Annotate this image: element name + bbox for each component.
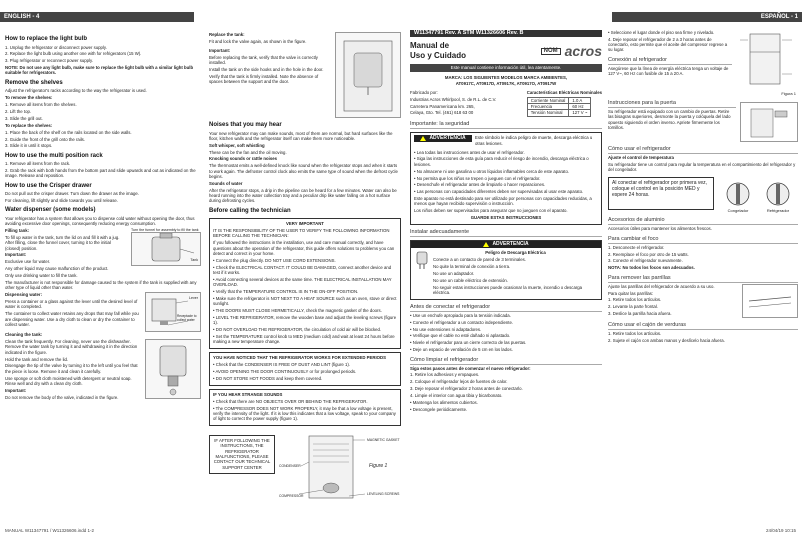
shelves-intro: Adjust the refrigerator's racks according to the way the refrigerator is used.	[5, 88, 147, 94]
shelves-text: 1. Retire todos los artículos.	[608, 297, 662, 303]
install-warning-line: No use un cable eléctrico de extensión.	[433, 277, 509, 283]
condenser-label: CONDENSER	[279, 464, 301, 469]
warning-badge	[411, 241, 601, 248]
table-cell: 1.0 A	[569, 97, 591, 103]
cord-text: • Conecte el refrigerador a un contacto independiente.	[410, 319, 514, 325]
install-warning-box	[410, 240, 602, 300]
heading-shelves: Para remover las parrillas	[608, 275, 798, 283]
safety-text: • Lea todas las instrucciones antes de usar el refrigerador.	[414, 149, 525, 155]
clean-text: • Mantenga los alimentos cubiertos.	[410, 399, 478, 405]
remove-title: To remove the shelves:	[5, 95, 53, 101]
doors-text: Su refrigerador está equipado con un cambio de puertas. Retire las bisagras superiores, desmonte la puerta y colóquela del lado opuesto siguiendo el orden inverso. Apriete firmemente los tornillos.	[608, 109, 731, 130]
warning-side-text: Este símbolo le indica peligro de muerte, descarga eléctrica u otras lesiones.	[475, 135, 593, 146]
multi-step: 1. Remove all items from the rack.	[5, 161, 71, 167]
bulb-step: 3. Plug refrigerator or reconnect power supply.	[5, 58, 94, 64]
clearance-figure	[736, 30, 798, 96]
box-item: • Verify that the TEMPERATURE CONTROL IS IN THE ON-OFF POSITION.	[213, 288, 359, 294]
table-cell: 127 V ~	[569, 110, 591, 116]
water-intro: Your refrigerator has a system that allows you to dispense cold water without opening the door, thus avoiding excessive door openings, consequently reducing energy consumption.	[5, 215, 195, 227]
install-warning-line: No quite la terminal de conexión a tierra.	[433, 263, 511, 269]
temp-title: Ajuste el control de temperatura	[608, 155, 674, 160]
table-cell: Tensión Nominal	[527, 110, 569, 116]
box-item: • Connect the plug directly. DO NOT USE CORD EXTENSIONS.	[213, 257, 336, 263]
heading-cord: Antes de conectar el refrigerador	[410, 304, 602, 312]
heading-safety: Importante: la seguridad	[410, 121, 602, 129]
bulb-step: 2. Replace the light bulb using another one with for refrigerators (15 W).	[5, 51, 142, 57]
crisper-text: For cleaning, lift slightly and slide towards you until release.	[5, 198, 118, 204]
warning-icon	[483, 242, 489, 247]
strange-sounds-box	[209, 389, 401, 426]
info-banner: Este manual contiene información útil, lea atentamente.	[410, 64, 602, 71]
heading-multi-rack: How to use the multi position rack	[5, 152, 103, 159]
box-item: • Check that the CONDENSER IS FREE OF DUST AND LINT (figure 1).	[213, 362, 350, 368]
door-hinge-drawing	[741, 103, 797, 141]
container-text: The container to collect water retains any drops that may fall while you are dispensing water. Use a dry cloth to clean or dry the container to collect water.	[5, 311, 139, 327]
bulb-step: 1. Desconecte el refrigerador.	[608, 244, 665, 250]
clean-text: 2. Coloque el refrigerador lejos de fuentes de calor.	[410, 379, 508, 385]
door-figure	[740, 102, 798, 142]
heading-bulb: Para cambiar el foco	[608, 236, 798, 244]
valve-figure	[145, 339, 201, 399]
shelf-drawing	[743, 285, 797, 317]
guarde-instructions: GUARDE ESTAS INSTRUCCIONES	[470, 215, 542, 221]
replace-step: 2. Guide the front of the grill onto the rails.	[5, 136, 86, 142]
brand-name: acros	[564, 42, 602, 59]
extended-periods-box	[209, 352, 401, 386]
fabricado-line: Celaya, Gto. Tel. (461) 618 63 00	[410, 110, 474, 116]
fabricado-line: Industrias Acros Whirlpool, S. de R.L. de C.V.	[410, 96, 497, 102]
heading-light-bulb: How to replace the light bulb	[5, 36, 88, 42]
important-text: Exclusive use for water.	[5, 259, 51, 265]
box-item: • Check that there are NO OBJECTS OVER OR BEHIND THE REFRIGERATOR.	[213, 398, 368, 404]
column-spanish-2	[608, 30, 798, 527]
box-item: • THE DOORS MUST CLOSE HERMETICALLY, check the magnetic gasket of the doors.	[213, 308, 382, 314]
box-item: • LEVEL THE REFRIGERATOR, remove the wooden base and adjust the leveling screws (figure 1).	[213, 314, 397, 326]
knob-label: Refrigerador	[766, 208, 790, 214]
heading-water-dispenser: Water dispenser (some models)	[5, 207, 96, 214]
important-text: Any other liquid may cause malfunction of the product.	[5, 266, 109, 272]
cord-text: • Nivele el refrigerador para un cierre correcto de las puertas.	[410, 340, 527, 346]
lever-label: Lever	[189, 296, 198, 301]
water-sounds-title: Sounds of water	[209, 180, 243, 186]
accessories-text: Accesorios útiles para mantener los alimentos frescos.	[608, 226, 712, 232]
temp-note-box	[608, 177, 714, 210]
magnetic-gasket-label: MAGNETIC GASKET	[367, 438, 400, 443]
temp-text: Su refrigerador tiene un control para regular la temperatura en el compartimiento del refrigerador y del congelador.	[608, 161, 796, 173]
important-text: Before replacing the tank, verify that the valve is correctly installed.	[209, 55, 318, 66]
manual-title-line: Manual de	[410, 41, 450, 51]
clean-text: Siga estos pasos antes de comenzar el nuevo refrigerador:	[410, 365, 531, 371]
important-text-2: Do not remove the body of the valve, indicated in the figure.	[5, 394, 119, 400]
water-sounds-text: After the refrigerator stops, a drip in the pipeline can be heard for a few minutes. Water can also be heard running into the water collection tray and a peculiar drip like water falling on a hot surface during defrosting cycles.	[209, 187, 397, 204]
cleaning-text: Clean the tank frequently. For cleaning, never use the dishwasher. Remove the water tank by turning it and withdrawing it in the direction indicated in the figure.	[5, 339, 138, 355]
electrical-table	[527, 97, 592, 117]
part-number-bar	[410, 30, 602, 37]
box-line: IT IS THE RESPONSIBILITY OF THE USER TO VERIFY THE FOLLOWING INFORMATION BEFORE CALLING THE TECHNICIAN:	[213, 228, 390, 239]
tank-label: Tank	[190, 258, 198, 263]
footer-left: MANUAL W11347791 / W11326606.indd 1-2	[5, 528, 94, 533]
models-line: MARCA: LOS SIGUIENTES MODELOS MARCA AMBIENTES,	[444, 74, 568, 80]
dispensing-text: Press a container or a glass against the lever until the desired level of water is completed.	[5, 299, 138, 310]
cleaning-title: Cleaning the tank:	[5, 332, 43, 338]
heading-clean: Cómo limpiar el refrigerador	[410, 357, 602, 365]
column-spanish-1	[410, 30, 602, 527]
water-tank-figure	[131, 232, 201, 266]
box-title: YOU HAVE NOTICED THAT THE REFRIGERATOR WORKS FOR EXTENDED PERIODS	[213, 355, 386, 361]
box-item: • Avoid connecting several devices at the same time. THE ELECTRICAL INSTALLATION MAY OVERLOAD.	[213, 276, 392, 288]
box-line: If you followed the instructions in the installation, use and care manual correctly, and have questions about the operation of the refrigerator, this guide offers solutions to problems you can detect and correct in your home.	[213, 240, 395, 256]
after-following-box	[209, 435, 275, 474]
cont-text: 4. Deje reposar el refrigerador de 2 a 3 horas antes de conectarlo, esto permite que el aceite del compresor regrese a su lugar.	[608, 36, 728, 53]
heading-temp: Cómo usar el refrigerador	[608, 146, 798, 154]
receptacle-label: Receptacle to collect water	[177, 314, 197, 322]
table-cell: 60 Hz	[569, 103, 591, 109]
table-cell: Frecuencia	[527, 103, 569, 109]
column-english-1	[5, 32, 201, 527]
shelves-text: Ajuste las parrillas del refrigerador de acuerdo a su uso.	[608, 283, 715, 289]
safety-text: • Desenchufe el refrigerador antes de limpiarlo o hacer reparaciones.	[414, 182, 546, 188]
heading-crisper: How to use the Crisper drawer	[5, 182, 92, 189]
clean-text: 4. Limpie el interior con agua tibia y bicarbonato.	[410, 393, 503, 399]
box-item: • AVOID OPENING THE DOOR CONTINUOUSLY or for prolonged periods.	[213, 368, 357, 374]
clean-text: 1. Retire los adhesivos y empaques.	[410, 372, 480, 378]
cord-text: • No use extensiones ni adaptadores.	[410, 326, 482, 332]
cord-text: • Verifique que el cable no esté dañado ni aplastado.	[410, 333, 511, 339]
table-row	[527, 97, 591, 103]
manufacturer-text: The manufacturer is not responsible for damage caused to the system if the tank is supplied with any other type of liquid other than water.	[5, 279, 197, 291]
install-warning-line: No seguir estas instrucciones puede ocasionar la muerte, incendio o descarga eléctrica.	[433, 284, 583, 295]
freezer-knob-icon	[724, 180, 752, 208]
very-important-title: VERY IMPORTANT	[286, 221, 324, 227]
important-label-2: Important:	[5, 387, 27, 393]
replace-tank-title: Replace the tank:	[209, 32, 245, 37]
manual-title-line: Uso y Cuidado	[410, 51, 467, 61]
box-item: • The COMPRESSOR DOES NOT WORK PROPERLY, it may be that a low voltage is present, verify the intensity of the light. If it is low this indicates that a low voltage, speak to your company of light to correct the power supply (figure 1).	[213, 405, 396, 422]
temp-note: Al conectar el refrigerador por primera vez, coloque el control en la posición MED y espere 24 horas.	[612, 180, 708, 199]
crisper-text: 2. Sujete el cajón con ambas manos y deslícelo hacia afuera.	[608, 337, 725, 343]
noises-intro: Your new refrigerator may can make sounds, most of them are normal, but hard surfaces like the floor, kitchen walls and the refrigerator itself can make them more noticeable.	[209, 130, 393, 141]
column-english-2	[209, 32, 401, 527]
cord-text: • Use un enchufe apropiado para la tensión indicada.	[410, 312, 511, 318]
install-warning-line: Peligro de Descarga Eléctrica	[485, 250, 546, 256]
box-item: • DO NOT STORE HOT FOODS and keep them covered.	[213, 375, 323, 381]
box-title: IF YOU HEAR STRANGE SOUNDS	[213, 391, 283, 397]
dispensing-title: Dispensing water:	[5, 292, 43, 298]
fig-funnel-label: Turn the funnel for assembly to fill the tank	[131, 228, 199, 233]
tank-door-figure	[335, 32, 401, 118]
valve-drawing	[146, 340, 200, 398]
clean-text: • Descongele periódicamente.	[410, 406, 468, 412]
cleaning-text: Use sponge or soft cloth moistened with detergent or neutral soap. Rinse well and dry with a clean dry cloth.	[5, 375, 132, 386]
title-block	[410, 41, 602, 61]
safety-text: Este aparato no está destinado para ser utilizado por personas con capacidades reducidas, a menos que hayan recibido supervisión o instrucción.	[414, 196, 592, 207]
figure-1	[279, 432, 401, 504]
lever-figure	[145, 292, 201, 332]
plug-icon	[414, 250, 430, 270]
warning-badge	[414, 135, 472, 142]
table-row	[527, 110, 591, 116]
filling-title: Filling tank:	[5, 228, 30, 234]
soft-text: These can be the fan and the oil moving.	[209, 149, 287, 155]
box-item: • Make sure the refrigerator is NOT NEXT TO A HEAT SOURCE such as an oven, stove or direct sunlight.	[213, 295, 397, 307]
heading-crisper: Cómo usar el cajón de verduras	[608, 322, 798, 330]
table-cell: Corriente Nominal	[527, 97, 569, 103]
temp-knobs	[718, 174, 798, 213]
important-label: Important:	[209, 48, 231, 54]
box-item: • Set the TEMPERATURE control knob to MED (medium cold) and wait at least 24 hours before making a new temperature change.	[213, 334, 395, 345]
knock-text: The thermostat emits a well-defined knock like sound when the refrigerator stops and when it starts to work again. The defroster control clock also emits the same type of sound when the defrost cycle begins.	[209, 163, 398, 179]
heading-noises: Noises that you may hear	[209, 122, 282, 128]
connect-text: Asegúrese que la línea de energía eléctrica tenga un voltaje de 127 V~, 60 Hz con fusible de 15 a 20 A.	[608, 65, 729, 77]
safety-text: • No almacene ni use gasolina u otros líquidos inflamables cerca de este aparato.	[414, 168, 570, 174]
warning-label: ADVERTENCIA	[492, 241, 529, 248]
part-number: W11347791 Rev. A STM W11326606 Rev. B	[414, 30, 524, 36]
knob-label: Congelador	[727, 208, 749, 214]
heading-shelves: Remove the shelves	[5, 79, 63, 86]
box-item: • Check the ELECTRICAL CONTACT. IT COULD BE DAMAGED, connect another device and test if it works.	[213, 264, 392, 275]
box-item: • DO NOT OVERLOAD THE REFRIGERATOR, the circulation of cold air will be blocked.	[213, 327, 382, 333]
after-text: IF AFTER FOLLOWING THE INSTRUCTIONS, THE REFRIGERATOR MALFUNCTIONS, PLEASE CONTACT OUR TECHNICAL SUPPORT CENTER	[213, 438, 271, 470]
important-text: Install the tank on the side hooks and in the hole in the door.	[209, 67, 324, 73]
tank-door-drawing	[336, 33, 400, 117]
filling-text: To fill up water in the tank, turn the lid on and fill it with a jug. After filling, close the funnel cover, turning it to the initial (closed) position.	[5, 234, 120, 251]
figure-1-caption: Figure 1	[369, 463, 388, 470]
bulb-step: 1. Unplug the refrigerator or disconnect power supply.	[5, 44, 107, 50]
footer-right: 24/04/19 10:15	[765, 528, 796, 533]
very-important-box	[209, 218, 401, 349]
shelf-figure	[742, 284, 798, 318]
fabricado-line: Carretera Panamericana km. 265,	[410, 103, 475, 109]
cleaning-text: Hold the tank and remove the lid.	[5, 356, 69, 362]
crisper-text: 1. Retire todos los artículos.	[608, 331, 662, 337]
install-warning-line: No use un adaptador.	[433, 270, 475, 276]
shelves-text: Para quitar las parrillas:	[608, 290, 654, 296]
heading-install: Instalar adecuadamente	[410, 229, 602, 237]
replace-step: 3. Slide it in until it stops.	[5, 143, 53, 149]
cord-text: • Deje un espacio de ventilación de 5 cm en los lados.	[410, 347, 513, 353]
nom-mark: NOM	[541, 48, 561, 55]
remove-step: 3. Slide the grill out.	[5, 115, 43, 121]
brand-logo	[541, 42, 602, 59]
heading-before-calling: Before calling the technician	[209, 207, 291, 214]
remove-step: 2. Lift the top.	[5, 108, 32, 114]
safety-text: • Siga las instrucciones de esta guía para reducir el riesgo de incendio, descarga eléctrica o lesiones.	[414, 156, 589, 167]
fabricado-line: Fabricado por:	[410, 89, 438, 95]
fridge-knob-icon	[764, 180, 792, 208]
heading-connect: Conexión al refrigerador	[608, 57, 732, 65]
important-text: Verify that the tank is firmly installed. Note the absence of spaces between the support and the door.	[209, 74, 319, 85]
lang-bar-left: ENGLISH - 4	[0, 12, 194, 22]
fridge-clearance-drawing	[736, 30, 798, 90]
safety-text: Los niños deben ser supervisados para asegurar que no jueguen con el aparato.	[414, 208, 568, 214]
compressor-label: COMPRESSOR	[279, 494, 304, 499]
heading-accessories: Accesorios de aluminio	[608, 217, 798, 225]
remove-step: 1. Remove all items from the shelves.	[5, 102, 77, 108]
safety-text: • Las personas con capacidades diferentes deben ser supervisadas al usar este aparato.	[414, 189, 584, 195]
safety-text: • No permita que los niños se trepen o jueguen con el refrigerador.	[414, 175, 541, 181]
warning-label: ADVERTENCIA	[429, 135, 466, 142]
important-label: Important:	[5, 252, 27, 258]
elec-title: Características Eléctricas Nominales	[526, 89, 602, 95]
cont-text: • Seleccione el lugar donde el piso sea firme y nivelado.	[608, 30, 715, 35]
replace-tank-text: Fit and lock the valve again, as shown in the figure.	[209, 38, 307, 44]
lang-bar-right: ESPAÑOL - 1	[612, 12, 802, 22]
bulb-step: 3. Conecte el refrigerador nuevamente.	[608, 258, 683, 264]
models-line: AT0917C, AT0917D, AT0917K, AT0917O, AT0917W	[455, 81, 557, 87]
install-warning-line: Conecte a un contacto de pared de 3 terminales.	[433, 257, 526, 263]
leveling-screws-label: LEVELING SCREWS	[367, 492, 400, 497]
safety-warning-box	[410, 132, 602, 225]
bulb-note: NOTE: Do not use any light bulb, make sure to replace the light bulb with a similar light bulb suitable for refrigerators.	[5, 65, 194, 76]
replace-title: To replace the shelves:	[5, 122, 53, 128]
crisper-text: Do not pull out the crisper drawer. Turn down the drawer as the image.	[5, 191, 139, 197]
bulb-step: 2. Reemplace el foco por otro de 15 watts.	[608, 251, 689, 257]
figure-caption: Figura 1	[781, 90, 796, 96]
important-text: Only use drinking water to fill the tank.	[5, 273, 78, 279]
multi-step: 2. Grab the rack with both hands from the bottom part and slide upwards and out as indicated on the image. Release and reposition.	[5, 168, 196, 179]
cleaning-text: Disengage the tip of the valve by turning it to the left until you feel that the piece is loose. Remove it and clean it carefully.	[5, 363, 138, 374]
shelves-text: 2. Levante la parte frontal.	[608, 304, 658, 310]
replace-step: 1. Place the back of the shelf on the rails located on the side walls.	[5, 129, 132, 135]
clean-text: 3. Deje reposar el refrigerador 2 horas antes de conectarlo.	[410, 386, 523, 392]
bulb-note: NOTA: No todos los focos son adecuados.	[608, 265, 695, 271]
knock-title: Knocking sounds or rattle noises	[209, 156, 278, 162]
warning-icon	[420, 136, 426, 141]
soft-title: Soft whisper, soft whistling	[209, 142, 265, 148]
heading-doors: Instrucciones para la puerta	[608, 100, 736, 108]
shelves-text: 3. Deslice la parrilla hacia afuera.	[608, 311, 672, 317]
